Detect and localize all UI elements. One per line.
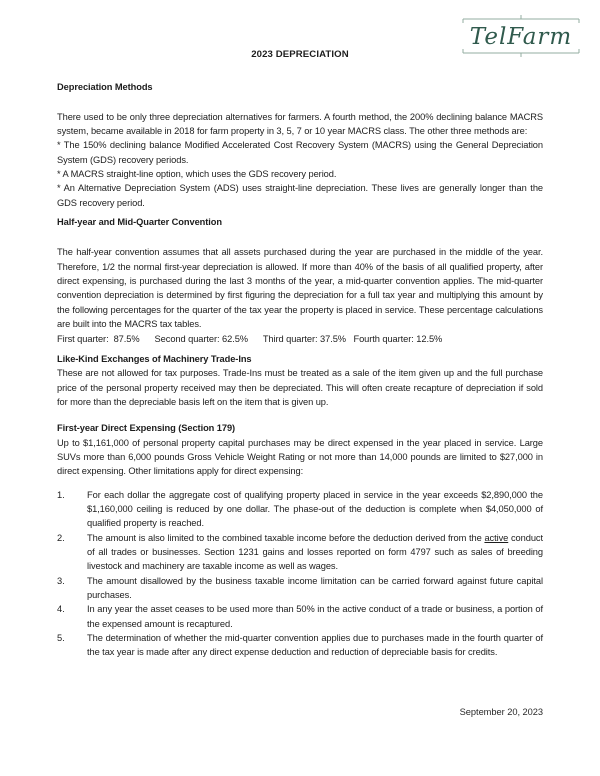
list-item: [57, 631, 543, 660]
list-item-text: The determination of whether the mid-quarter convention applies due to purchases made in the fourth quarter of the tax year is made after any direct expense deduction and reduction of depreciable basis for credits.: [87, 633, 543, 658]
footer-date: September 20, 2023: [459, 707, 543, 717]
section-179-limitations-list: [57, 488, 543, 660]
list-item: [57, 488, 543, 531]
bullet-macrs-straight-line: * A MACRS straight-line option, which uses the GDS recovery period.: [57, 169, 337, 180]
list-item: [57, 602, 543, 631]
underlined-word: active: [484, 532, 509, 543]
paragraph-depreciation-methods-intro: There used to be only three depreciation alternatives for farmers. A fourth method, the 200% declining balance MACRS system, became available in 2018 for farm property in 3, 5, 7 or 10 year MACRS class. The other three methods are:: [57, 111, 543, 137]
list-item-text: conduct of all trades or businesses. Section 1231 gains and losses reported on form 4797 such as sales of breeding livestock and machinery are taxable income as well as wages.: [87, 532, 543, 572]
paragraph-like-kind-body: These are not allowed for tax purposes. Trade-Ins must be treated as a sale of the item given up and the full purchase price of the personal property received may then be depreciated. This will often create recapture of depreciation if sold for more than the depreciable basis left on the item that is given up.: [57, 368, 543, 407]
list-item: [57, 574, 543, 603]
section-heading-like-kind-exchanges: Like-Kind Exchanges of Machinery Trade-Ins: [57, 353, 252, 364]
list-item-number: 4.: [57, 604, 65, 615]
bullet-150-declining-balance: * The 150% declining balance Modified Accelerated Cost Recovery System (MACRS) using the General Depreciation System (GDS) recovery periods.: [57, 140, 543, 165]
section-heading-section-179: First-year Direct Expensing (Section 179): [57, 423, 236, 434]
list-item-text: For each dollar the aggregate cost of qualifying property placed in service in the year exceeds $2,890,000 the $1,160,000 ceiling is reduced by one dollar. The phase-out of the deduction is complete when $4,050,000 of qualified property is reached.: [87, 489, 543, 529]
section-heading-depreciation-methods: Depreciation Methods: [57, 82, 153, 93]
paragraph-section-179-body: Up to $1,161,000 of personal property capital purchases may be direct expensed in the year placed in service. Large SUVs more than 6,000 pounds Gross Vehicle Weight Rating or not more than 14,000 pounds are limited to $27,000 in direct expensing. Other limitations apply for direct expensing:: [57, 437, 543, 477]
list-item-text: The amount is also limited to the combined taxable income before the deduction derived from the: [87, 532, 485, 543]
bullet-ads-straight-line: * An Alternative Depreciation System (ADS) uses straight-line depreciation. These lives are generally longer than the GDS recovery period.: [57, 183, 543, 208]
paragraph-convention-body: The half-year convention assumes that all assets purchased during the year are purchased in the middle of the year. Therefore, 1/2 the normal first-year depreciation is allowed. If more than 40% of the basis of all qualified property, after direct expensing, is purchased during the last 3 months of the year, a mid-quarter convention applies. The mid-quarter convention depreciation is determined by first figuring the depreciation for a full tax year and multiplying this amount by the following percentages for the quarter of the tax year the property is placed in service. These percentage calculations are built into the MACRS tax tables.: [57, 247, 543, 330]
list-item: [57, 531, 543, 574]
document-body: [57, 0, 543, 660]
quarter-percentages-line: First quarter: 87.5% Second quarter: 62.5% Third quarter: 37.5% Fourth quarter: 12.5%: [57, 333, 443, 344]
page-title: 2023 DEPRECIATION: [251, 49, 349, 60]
logo-text: TelFarm: [469, 24, 573, 50]
list-item-number: 1.: [57, 489, 65, 500]
list-item-number: 5.: [57, 633, 65, 644]
list-item-number: 3.: [57, 575, 65, 586]
section-heading-half-year-convention: Half-year and Mid-Quarter Convention: [57, 217, 223, 228]
list-item-number: 2.: [57, 532, 65, 543]
list-item-text: The amount disallowed by the business taxable income limitation can be carried forward against future capital purchases.: [87, 575, 543, 600]
list-item-text: In any year the asset ceases to be used more than 50% in the active conduct of a trade or business, a portion of the expensed amount is recaptured.: [87, 604, 543, 629]
